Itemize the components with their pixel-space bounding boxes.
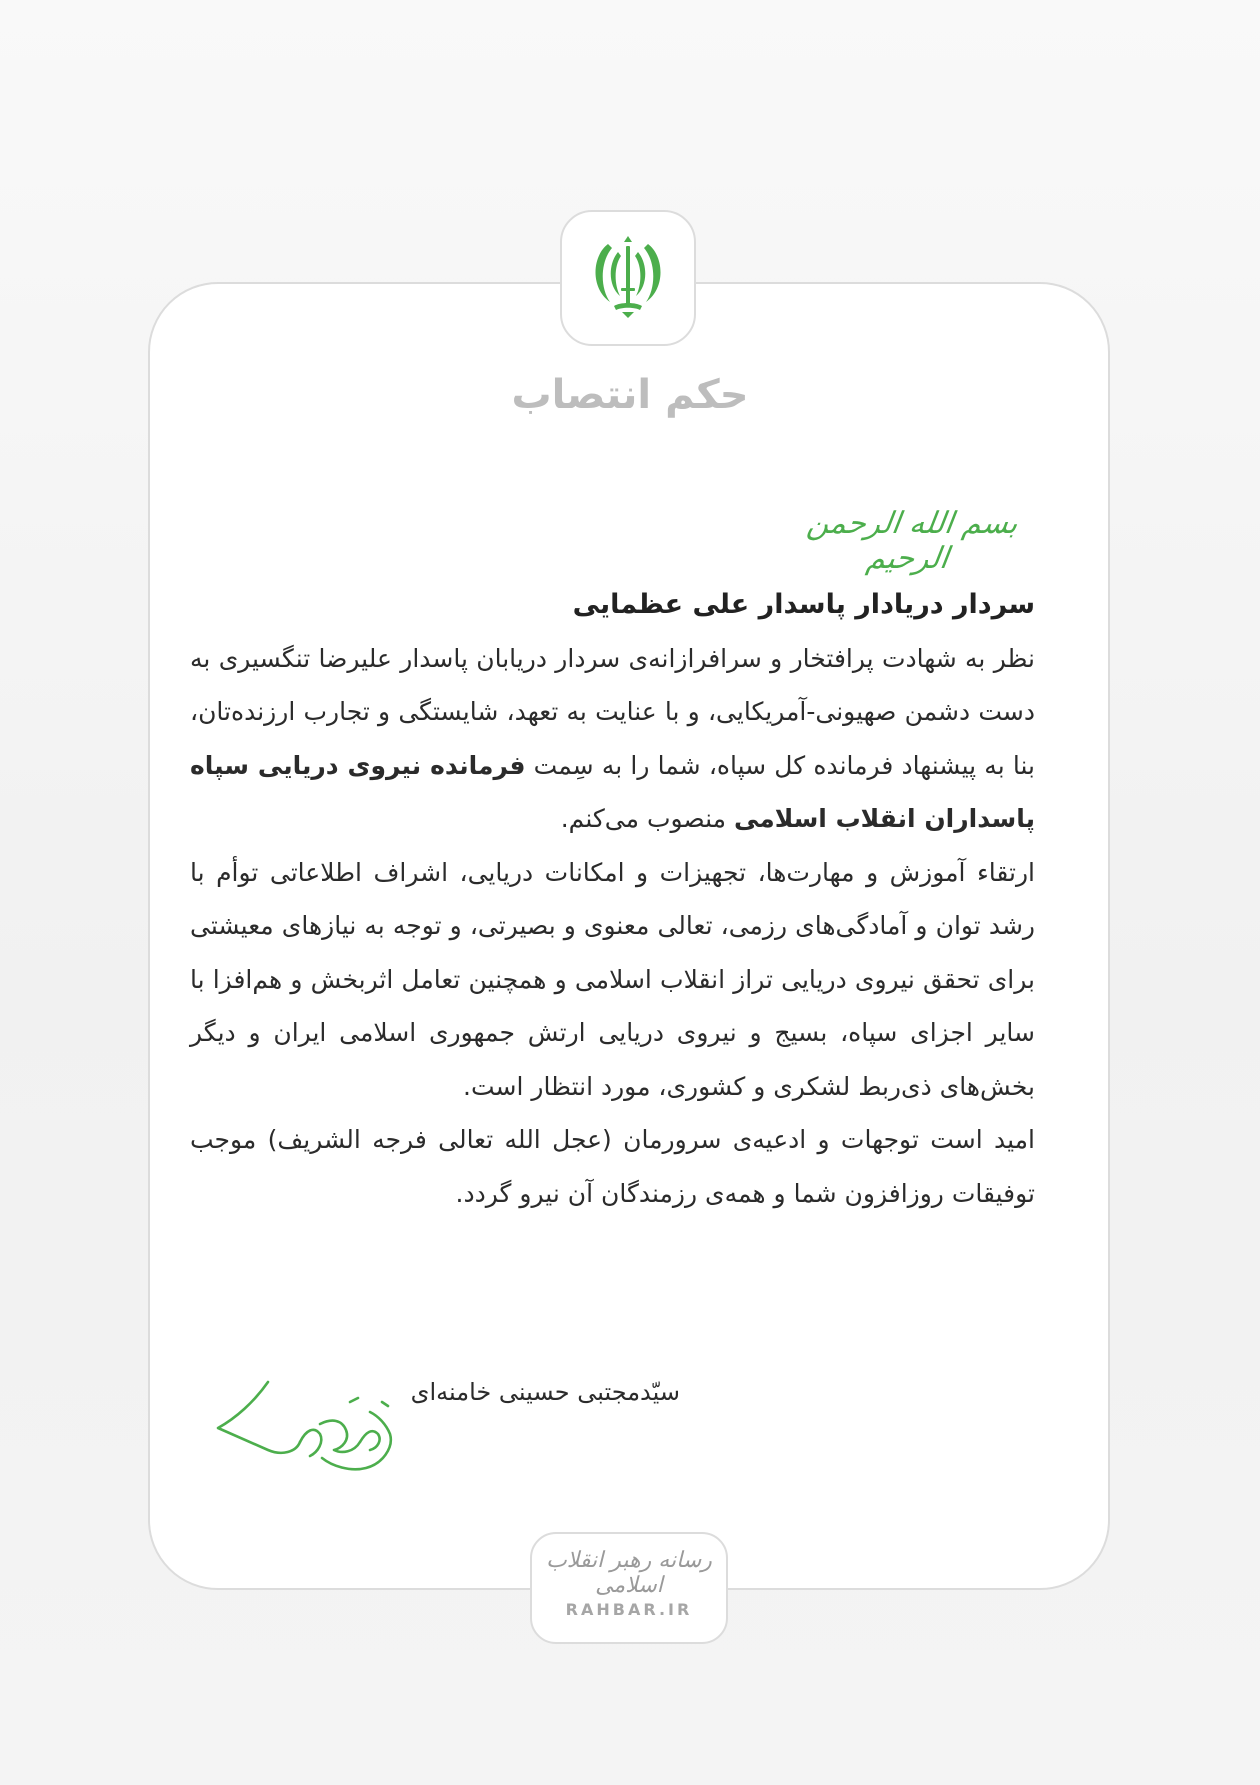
basmala <box>770 488 1070 576</box>
basmala-calligraphy: بسم الله الرحمن الرحیم <box>804 506 1021 576</box>
signatory-name: سیّدمجتبی حسینی خامنه‌ای <box>410 1378 680 1406</box>
expectations-paragraph: ارتقاء آموزش و مهارت‌ها، تجهیزات و امکانات دریایی، اشراف اطلاعاتی توأم با رشد توان و آمادگی‌های رزمی، تعالی معنوی و بصیرتی، و توجه به نیازهای معیشتی برای تحقق نیروی دریایی تراز انقلاب اسلامی و همچنین تعامل اثربخش و هم‌افزا با سایر اجزای سپاه، بسیج و نیروی دریایی ارتش جمهوری اسلامی ایران و دیگر بخش‌های ذی‌ربط لشکری و کشوری، مورد انتظار است. <box>190 857 1035 1101</box>
prayer-paragraph: امید است توجهات و ادعیه‌ی سرورمان (عجل الله تعالی فرجه الشریف) موجب توفیقات روزافزون شما و همه‌ی رزمندگان آن نیرو گردد. <box>190 1125 1035 1208</box>
emblem-badge <box>560 210 696 346</box>
site-logo-script: رسانه رهبر انقلاب اسلامی <box>546 1548 712 1598</box>
letter-body <box>190 578 1035 1220</box>
iran-emblem-icon <box>588 236 668 320</box>
appointment-text: نظر به شهادت پرافتخار و سرافرازانه‌ی سردار دریابان پاسدار علیرضا تنگسیری به دست دشمن صهیونی-آمریکایی، و با عنایت به تعهد، شایستگی و تجارب ارزنده‌تان، بنا به پیشنهاد فرمانده کل سپاه، شما را به سِمت <box>190 643 1035 780</box>
document-title: حکم انتصاب <box>511 372 749 418</box>
addressee: سردار دریادار پاسدار علی عظمایی <box>572 589 1035 620</box>
site-logo[interactable] <box>530 1532 728 1644</box>
appointed-post: فرمانده نیروی دریایی سپاه پاسداران انقلاب اسلامی <box>190 750 1035 833</box>
appointment-closing: منصوب می‌کنم. <box>560 804 734 833</box>
handwritten-signature <box>210 1372 410 1497</box>
appointment-paragraph <box>190 632 1035 846</box>
site-url: RAHBAR.IR <box>565 1600 693 1619</box>
